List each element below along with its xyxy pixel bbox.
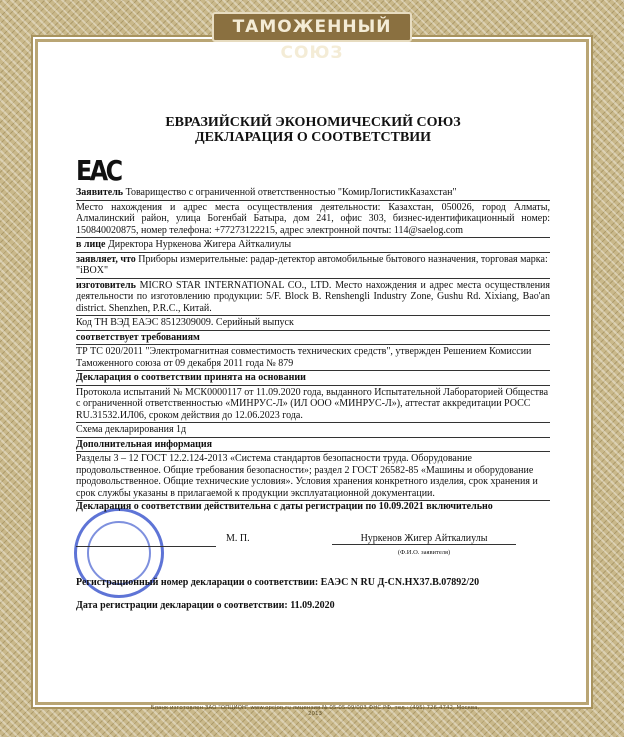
basis-label: Декларация о соответствии принята на основании <box>76 371 550 386</box>
code-row: Код ТН ВЭД ЕАЭС 8512309009. Серийный выпуск <box>76 316 550 331</box>
declares-row <box>76 253 550 279</box>
applicant-value: Товарищество с ограниченной ответственностью "КомирЛогистикКазахстан" <box>125 187 457 198</box>
requirements-label: соответствует требованиям <box>76 331 550 346</box>
applicant-label: Заявитель <box>76 187 124 198</box>
scheme-row: Схема декларирования 1д <box>76 423 550 438</box>
person-label: в лице <box>76 239 106 250</box>
requirements-value: ТР ТС 020/2011 "Электромагнитная совместимость технических средств", утвержден Решением Комиссии Таможенного союза от 09 декабря 2011 года № 879 <box>76 345 550 371</box>
basis-value: Протокола испытаний № МСК0000117 от 11.09.2020 года, выданного Испытательной Лабораторией Общества с ограниченной ответственностью «МИНРУС-Л» (ИЛ ООО «МИНРУС-Л»), аттестат аккредитации РОСС RU.31532.ИЛ06, сроком действия до 12.06.2023 года. <box>76 386 550 424</box>
registration-number: Регистрационный номер декларации о соответствии: ЕАЭС N RU Д-CN.НХ37.В.07892/20 <box>76 576 480 588</box>
manufacturer-value: MICRO STAR INTERNATIONAL CO., LTD. Место нахождения и адрес места осуществления деятельности по изготовлению продукции: 5/F. Block B. Renshengli Industry Zone, Gushu Rd. Xixiang, Bao'an district. Shenzhen, P.R.C., Китай. <box>76 279 550 314</box>
eac-mark: EAC <box>76 154 121 187</box>
address-row: Место нахождения и адрес места осуществления деятельности: Казахстан, 050026, город Алматы, Алмалинский район, улица Богенбай Батыра, дом 241, офис 303, бизнес-идентификационный номер: 150840020875, номер телефона: +77273122215, адрес электронной почты: 114@saelog.com <box>76 201 550 239</box>
applicant-row <box>76 186 550 201</box>
title-declaration: ДЕКЛАРАЦИЯ О СООТВЕТСТВИИ <box>194 130 432 145</box>
declares-value: Приборы измерительные: радар-детектор автомобильные бытового назначения, торговая марка: "iBOX" <box>76 253 548 276</box>
stamp-place: М. П. <box>226 532 250 544</box>
form-printer-footer: Бланк изготовлен ЗАО "ОПЦИОН" www.opcion.ru лицензия № 05-05-09/003 ФНС РФ, тел.: (495) 726-4742, Москва, 2013 <box>150 705 480 717</box>
signer-name: Нуркенов Жигер Айткалиулы <box>332 533 516 546</box>
additional-value: Разделы 3 – 12 ГОСТ 12.2.124-2013 «Система стандартов безопасности труда. Оборудование продовольственное. Общие требования безопасности»; раздел 2 ГОСТ 26582-85 «Машины и оборудование продовольственное. Общие технические условия». Условия хранения конкретного изделия, срок хранения и срок службы указаны в прилагаемой к продукции эксплуатационной документации. <box>76 452 550 501</box>
additional-label: Дополнительная информация <box>76 438 550 453</box>
declaration-body <box>76 115 550 612</box>
title-union: ЕВРАЗИЙСКИЙ ЭКОНОМИЧЕСКИЙ СОЮЗ <box>165 115 461 130</box>
registration-date: Дата регистрации декларации о соответствии: 11.09.2020 <box>76 600 335 611</box>
person-value: Директора Нуркенова Жигера Айткалиулы <box>107 239 292 250</box>
declares-label: заявляет, что <box>76 253 136 265</box>
manufacturer-row <box>76 279 550 317</box>
manufacturer-label: изготовитель <box>76 279 136 291</box>
signature-line <box>76 546 216 547</box>
signer-caption: (Ф.И.О. заявителя) <box>397 548 451 556</box>
validity-row: Декларация о соответствии действительна с даты регистрации по 10.09.2021 включительно <box>76 501 493 512</box>
person-row <box>76 238 550 253</box>
customs-union-banner: ТАМОЖЕННЫЙ СОЮЗ <box>212 12 412 42</box>
signature-area <box>76 519 550 567</box>
